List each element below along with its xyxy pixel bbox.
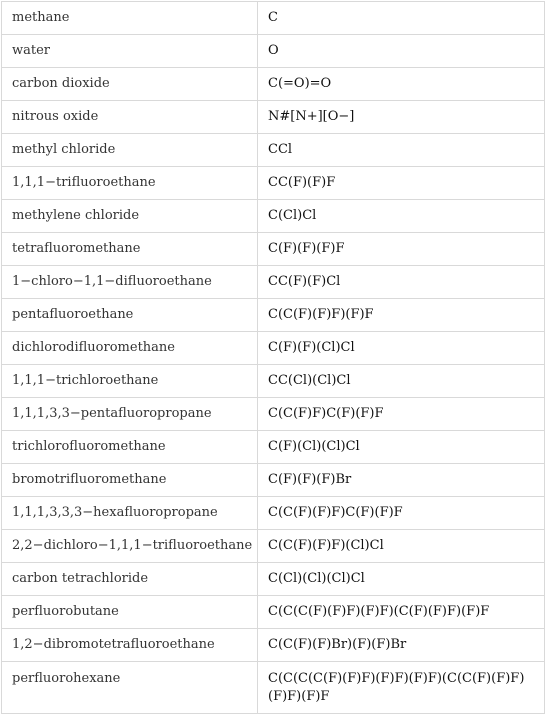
compound-smiles: C(C(F)(F)F)(Cl)Cl	[268, 538, 384, 553]
compound-name: pentafluoroethane	[2, 299, 258, 331]
compound-name: 1,1,1,3,3,3−hexafluoropropane	[2, 497, 258, 529]
compound-name: tetrafluoromethane	[2, 233, 258, 265]
compound-smiles: C(Cl)Cl	[268, 208, 317, 223]
table-row	[2, 497, 544, 530]
compound-name: 2,2−dichloro−1,1,1−trifluoroethane	[2, 530, 258, 562]
table-row	[2, 266, 544, 299]
compound-name: methylene chloride	[2, 200, 258, 232]
compound-name: 1,1,1−trichloroethane	[2, 365, 258, 397]
table-row	[2, 299, 544, 332]
table-row	[2, 530, 544, 563]
compound-smiles: C(F)(F)(F)F	[268, 241, 345, 256]
compound-smiles: C(F)(F)(Cl)Cl	[268, 340, 355, 355]
compound-smiles: CCl	[268, 142, 293, 157]
compound-name: carbon dioxide	[2, 68, 258, 100]
compound-name: dichlorodifluoromethane	[2, 332, 258, 364]
compound-name: 1−chloro−1,1−difluoroethane	[2, 266, 258, 298]
compound-name: trichlorofluoromethane	[2, 431, 258, 463]
table-row	[2, 68, 544, 101]
compound-smiles: C(C(F)(F)F)C(F)(F)F	[268, 505, 403, 520]
table-row	[2, 365, 544, 398]
table-row	[2, 167, 544, 200]
table-row	[2, 35, 544, 68]
compound-name: nitrous oxide	[2, 101, 258, 133]
table-row	[2, 134, 544, 167]
table-row	[2, 464, 544, 497]
compound-smiles: N#[N+][O−]	[268, 109, 355, 124]
compound-name: perfluorohexane	[2, 662, 258, 713]
compound-name: water	[2, 35, 258, 67]
compound-table	[1, 1, 545, 714]
compound-smiles: C(C(F)(F)Br)(F)(F)Br	[268, 637, 407, 652]
compound-smiles: O	[268, 43, 279, 58]
table-row	[2, 596, 544, 629]
compound-smiles: C(C(F)F)C(F)(F)F	[268, 406, 384, 421]
compound-smiles: C	[268, 10, 278, 25]
table-row	[2, 2, 544, 35]
compound-name: 1,2−dibromotetrafluoroethane	[2, 629, 258, 661]
table-row	[2, 563, 544, 596]
compound-name: carbon tetrachloride	[2, 563, 258, 595]
table-row	[2, 398, 544, 431]
compound-name: bromotrifluoromethane	[2, 464, 258, 496]
compound-smiles: CC(F)(F)Cl	[268, 274, 341, 289]
compound-smiles: C(C(C(C(F)(F)F)(F)F)(F)F)(C(C(F)(F)F)(F)F)(F)F	[268, 671, 525, 704]
compound-name: perfluorobutane	[2, 596, 258, 628]
table-row	[2, 101, 544, 134]
table-row	[2, 200, 544, 233]
compound-smiles: C(F)(F)(F)Br	[268, 472, 352, 487]
compound-name: methyl chloride	[2, 134, 258, 166]
table-row	[2, 629, 544, 662]
compound-smiles: CC(F)(F)F	[268, 175, 336, 190]
compound-smiles: CC(Cl)(Cl)Cl	[268, 373, 351, 388]
compound-smiles: C(F)(Cl)(Cl)Cl	[268, 439, 360, 454]
compound-smiles: C(=O)=O	[268, 76, 332, 91]
table-row	[2, 332, 544, 365]
table-row	[2, 233, 544, 266]
compound-name: methane	[2, 2, 258, 34]
compound-smiles: C(C(F)(F)F)(F)F	[268, 307, 374, 322]
compound-smiles: C(C(C(F)(F)F)(F)F)(C(F)(F)F)(F)F	[268, 604, 490, 619]
table-row	[2, 662, 544, 713]
compound-name: 1,1,1,3,3−pentafluoropropane	[2, 398, 258, 430]
table-row	[2, 431, 544, 464]
compound-smiles: C(Cl)(Cl)(Cl)Cl	[268, 571, 365, 586]
compound-name: 1,1,1−trifluoroethane	[2, 167, 258, 199]
